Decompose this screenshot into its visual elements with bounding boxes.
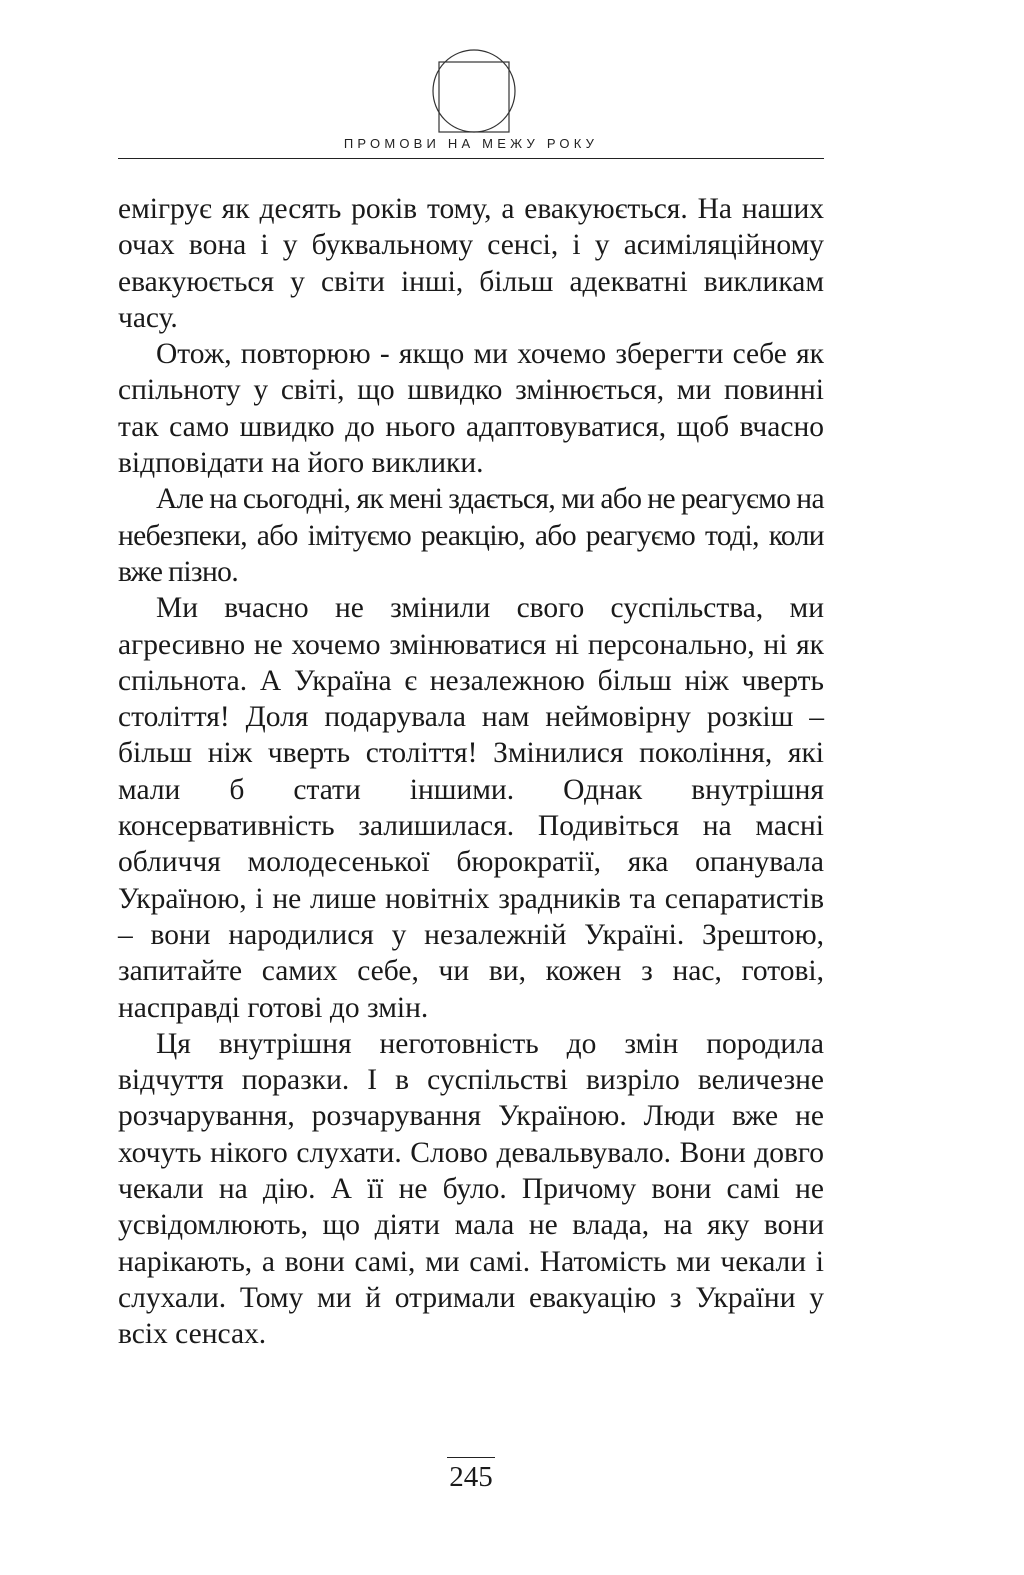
page-number	[118, 1457, 824, 1494]
paragraph-3: Але на сьогодні, як мені здається, ми або не реагуємо на небезпеки, або імітуємо реакцію, або реагуємо тоді, коли вже пізно.	[118, 483, 824, 588]
running-title: ПРОМОВИ НА МЕЖУ РОКУ	[343, 136, 599, 151]
paragraph-2: Отож, повторюю - якщо ми хочемо зберегти себе як спільноту у світі, що швидко змінюється, ми повинні так само швидко до нього адаптовуватися, щоб вчасно відповідати на його виклики.	[118, 338, 824, 480]
circle-square-emblem-icon	[429, 46, 519, 136]
paragraph-4: Ми вчасно не змінили свого суспільства, ми агресивно не хочемо змінюватися ні персонально, ні як спільнота. А Україна є незалежною більш ніж чверть століття! Доля подарувала нам неймовірну розкіш – більш ніж чверть століття! Змінилися покоління, які мали б стати іншими. Однак внутрішня консервативність залишилася. Подивіться на масні обличчя молодесенької бюрократії, яка опанувала Україною, і не лише новітніх зрадників та сепаратистів – вони народилися у незалежній Україні. Зрештою, запитайте самих себе, чи ви, кожен з нас, готові, насправді готові до змін.	[118, 592, 824, 1024]
paragraph-1: емігрує як десять років тому, а евакуюється. На наших очах вона і у буквальному сенсі, і у асиміляційному евакуюється у світи інші, більш адекватні викликам часу.	[118, 193, 824, 334]
main-text	[118, 191, 824, 1353]
header-rule	[118, 158, 824, 159]
paragraph-5: Ця внутрішня неготовність до змін породила відчуття поразки. І в суспільстві визріло величезне розчарування, розчарування Україною. Люди вже не хочуть нікого слухати. Слово девальвувало. Вони довго чекали на дію. А її не було. Причому вони самі не усвідомлюють, що діяти мала не влада, на яку вони нарікають, а вони самі, ми самі. Натомість ми чекали і слухали. Тому ми й отримали евакуацію з України у всіх сенсах.	[118, 1027, 824, 1351]
page-number-value: 245	[447, 1457, 495, 1494]
